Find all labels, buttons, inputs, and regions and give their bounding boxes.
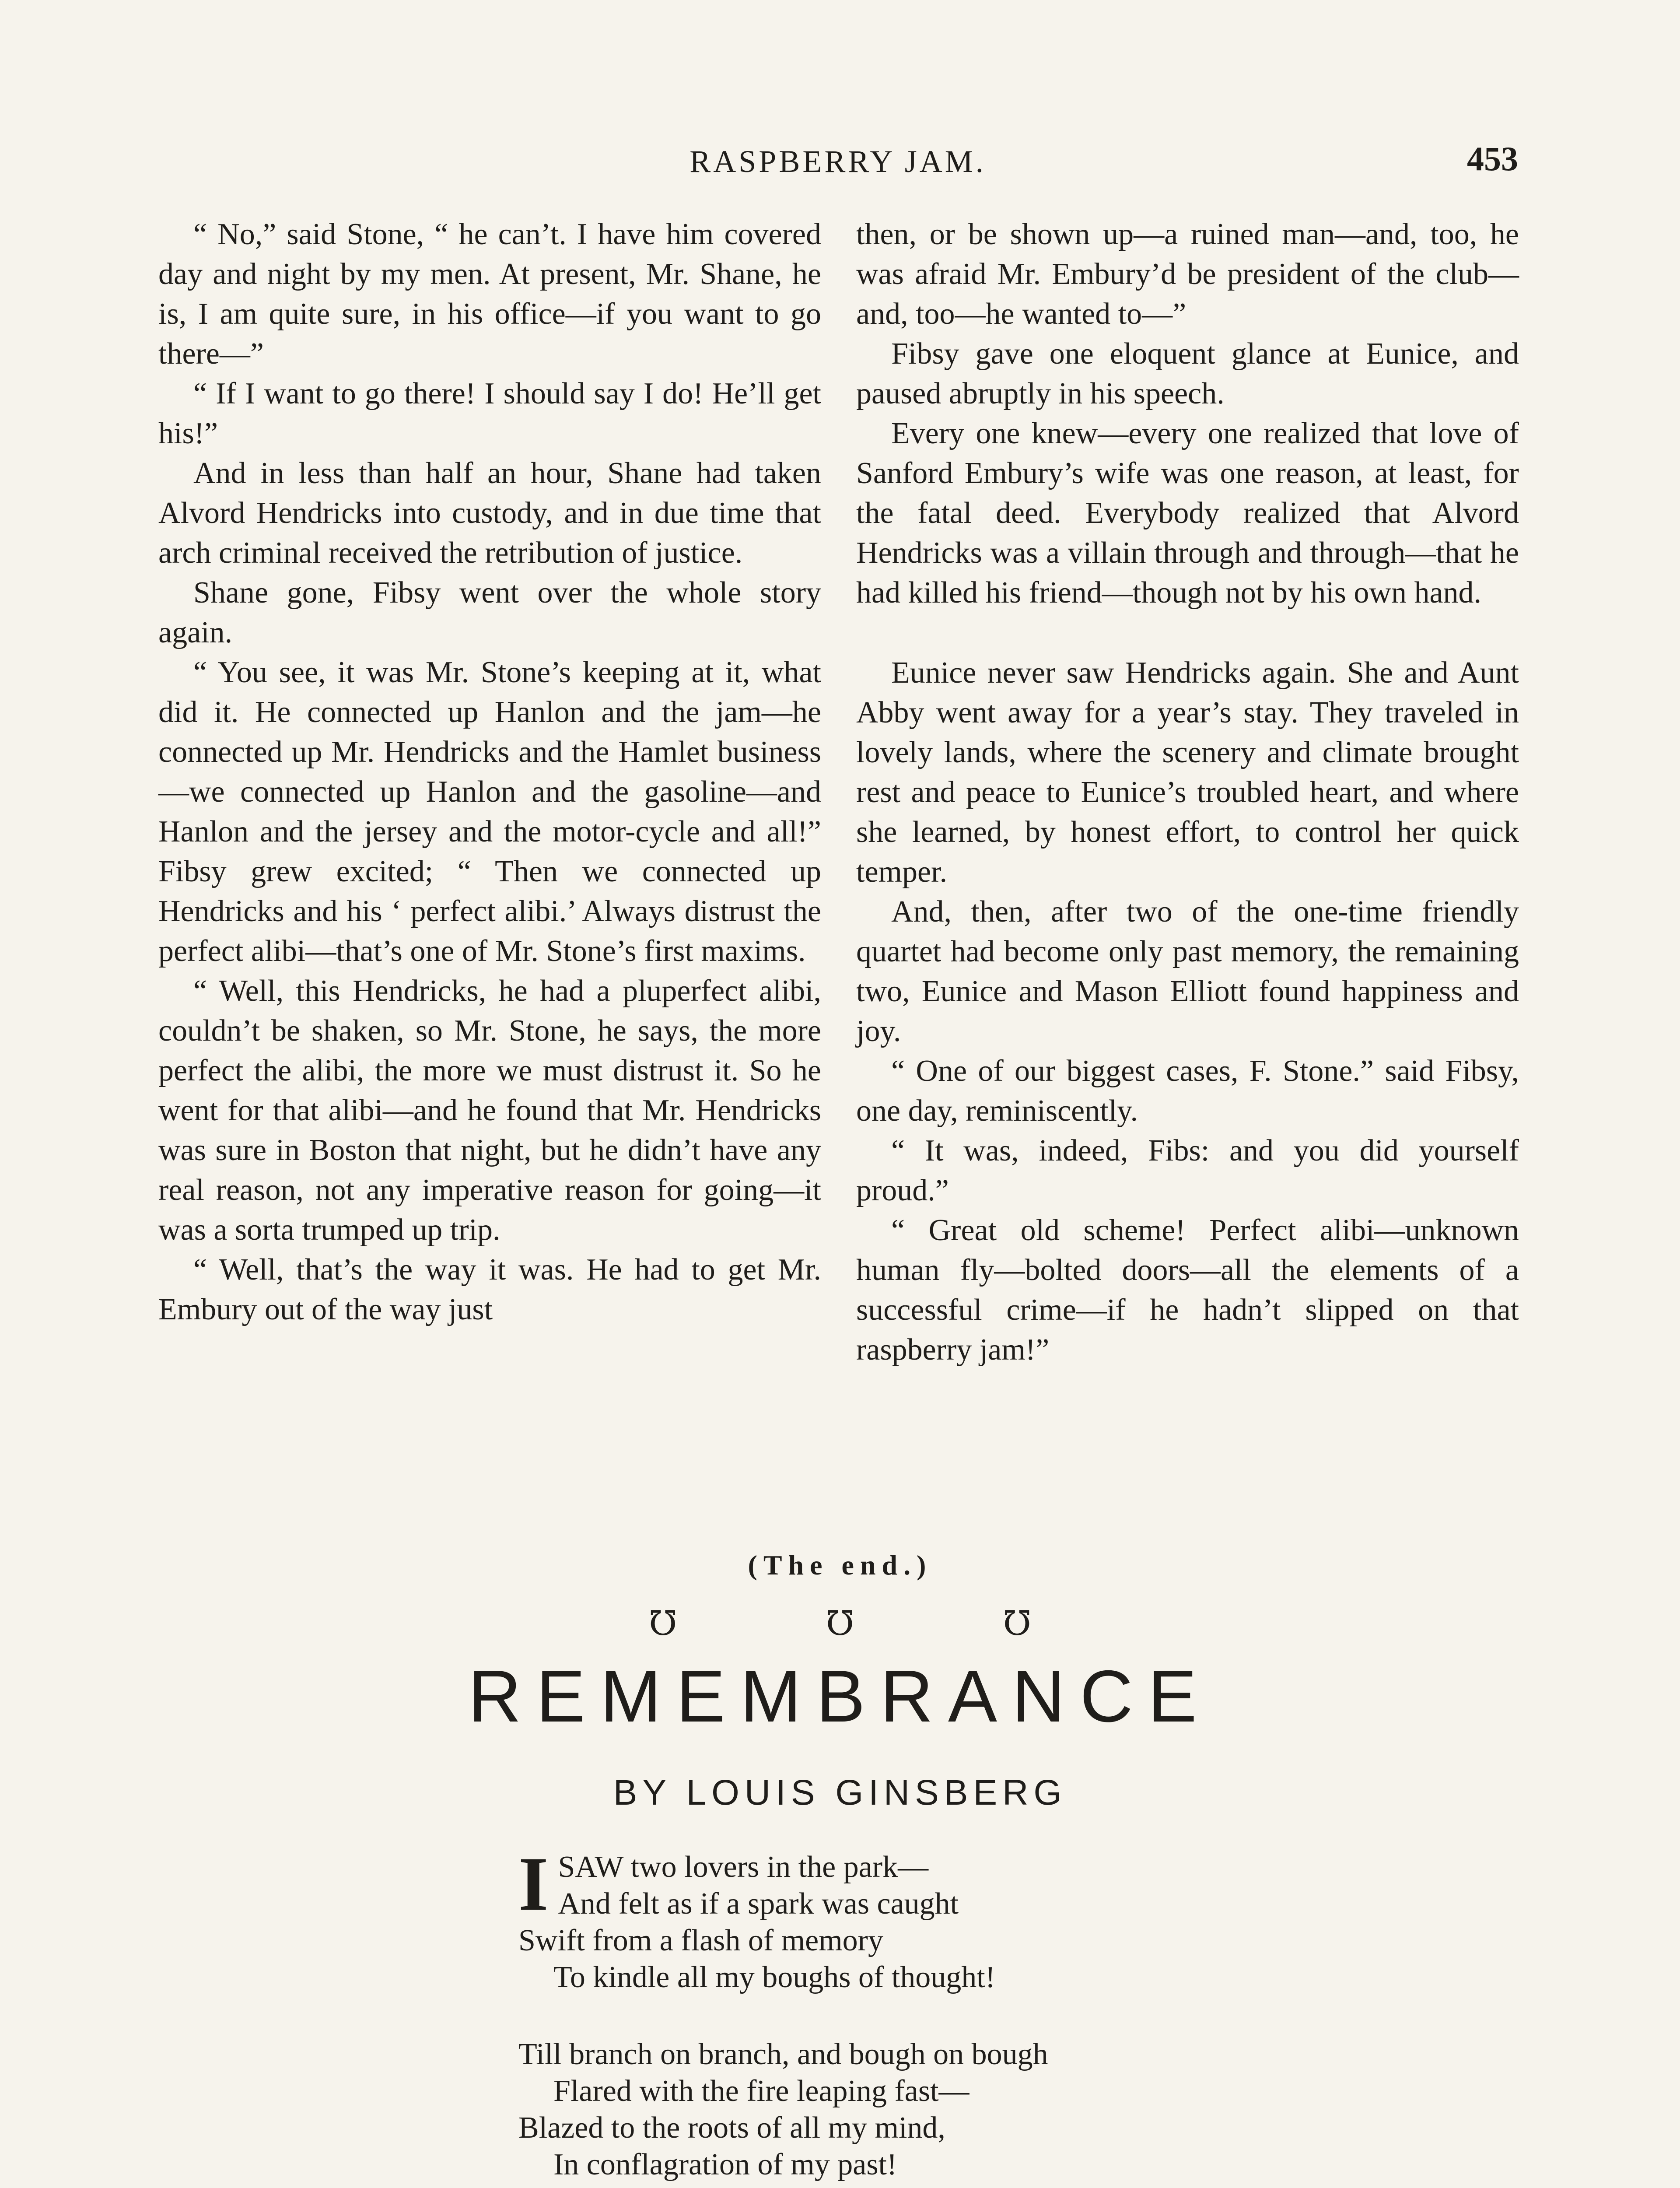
paragraph: Fibsy gave one eloquent glance at Eunice, and paused abruptly in his speech. (856, 337, 1519, 410)
paragraph: “ It was, indeed, Fibs: and you did yourself proud.” (856, 1134, 1519, 1207)
poem-body (518, 1841, 1262, 2188)
poem-title: REMEMBRANCE (468, 1655, 1212, 1737)
paragraph: “ One of our biggest cases, F. Stone.” said Fibsy, one day, reminiscently. (856, 1054, 1519, 1128)
the-end-marker: (The end.) (748, 1550, 932, 1581)
paragraph: then, or be shown up—a ruined man—and, too, he was afraid Mr. Embury’d be president of the club—and, too—he wanted to—” (856, 217, 1519, 331)
poem-byline: BY LOUIS GINSBERG (613, 1773, 1067, 1813)
paragraph: “ Well, this Hendricks, he had a pluperfect alibi, couldn’t be shaken, so Mr. Stone, he says, the more perfect the alibi, the more we must distrust it. So he went for that alibi—and he found that Mr. Hendricks was sure in Boston that night, but he didn’t have any real reason, not any imperative reason for going—it was a sorta trumped up trip. (158, 974, 821, 1247)
poem-stanza (518, 1841, 1262, 1996)
column-right (856, 214, 1519, 1370)
paragraph: Eunice never saw Hendricks again. She and Aunt Abby went away for a year’s stay. They traveled in lovely lands, where the scenery and climate brought rest and peace to Eunice’s troubled heart, and where she learned, by honest effort, to control her quick temper. (856, 656, 1519, 889)
column-left (158, 214, 821, 1370)
poem-line: SAW two lovers in the park— (558, 1850, 929, 1884)
paragraph: “ If I want to go there! I should say I do! He’ll get his!” (158, 377, 821, 450)
ornament-divider (0, 1604, 1680, 1643)
paragraph: Shane gone, Fibsy went over the whole story again. (158, 576, 821, 649)
paragraph: “ Well, that’s the way it was. He had to get Mr. Embury out of the way just (158, 1253, 821, 1326)
poem-line: Flared with the fire leaping fast— (553, 2074, 970, 2108)
paragraph: “ You see, it was Mr. Stone’s keeping at it, what did it. He connected up Hanlon and the jam—he connected up Mr. Hendricks and the Hamlet business—we connected up Hanlon and the gasoline—and Hanlon and the jersey and the motor-cycle and all!” Fibsy grew excited; “ Then we connected up Hendricks and his ‘ perfect alibi.’ Always distrust the perfect alibi—that’s one of Mr. Stone’s first maxims. (158, 656, 821, 968)
drop-cap: I (518, 1841, 549, 1927)
poem-stanza (518, 2036, 1262, 2183)
ornament-icon: ℧ (648, 1604, 677, 1642)
paragraph: “ Great old scheme! Perfect alibi—unknown human fly—bolted doors—all the elements of a successful crime—if he hadn’t slipped on that raspberry jam!” (856, 1213, 1519, 1367)
paragraph: Every one knew—every one realized that love of Sanford Embury’s wife was one reason, at least, for the fatal deed. Everybody realized that Alvord Hendricks was a villain through and through—that he had killed his friend—though not by his own hand. (856, 417, 1519, 610)
ornament-icon: ℧ (826, 1604, 854, 1642)
ornament-icon: ℧ (1003, 1604, 1031, 1642)
paragraph: And in less than half an hour, Shane had taken Alvord Hendricks into custody, and in due time that arch criminal received the retribution of justice. (158, 456, 821, 570)
page-number: 453 (1467, 140, 1518, 178)
paragraph: “ No,” said Stone, “ he can’t. I have him covered day and night by my men. At present, Mr. Shane, he is, I am quite sure, in his office—if you want to go there—” (158, 217, 821, 371)
poem-line: Till branch on branch, and bough on bough (518, 2037, 1048, 2071)
running-title: RASPBERRY JAM. (690, 144, 986, 179)
poem-line: To kindle all my boughs of thought! (553, 1960, 996, 1994)
paragraph: And, then, after two of the one-time friendly quartet had become only past memory, the remaining two, Eunice and Mason Elliott found happiness and joy. (856, 895, 1519, 1048)
poem-line: Blazed to the roots of all my mind, (518, 2111, 945, 2145)
poem-line: Swift from a flash of memory (518, 1924, 883, 1957)
running-head (158, 139, 1518, 187)
story-columns (158, 214, 1519, 1370)
poem-line: And felt as if a spark was caught (558, 1887, 959, 1921)
poem-line: In conflagration of my past! (553, 2148, 897, 2181)
